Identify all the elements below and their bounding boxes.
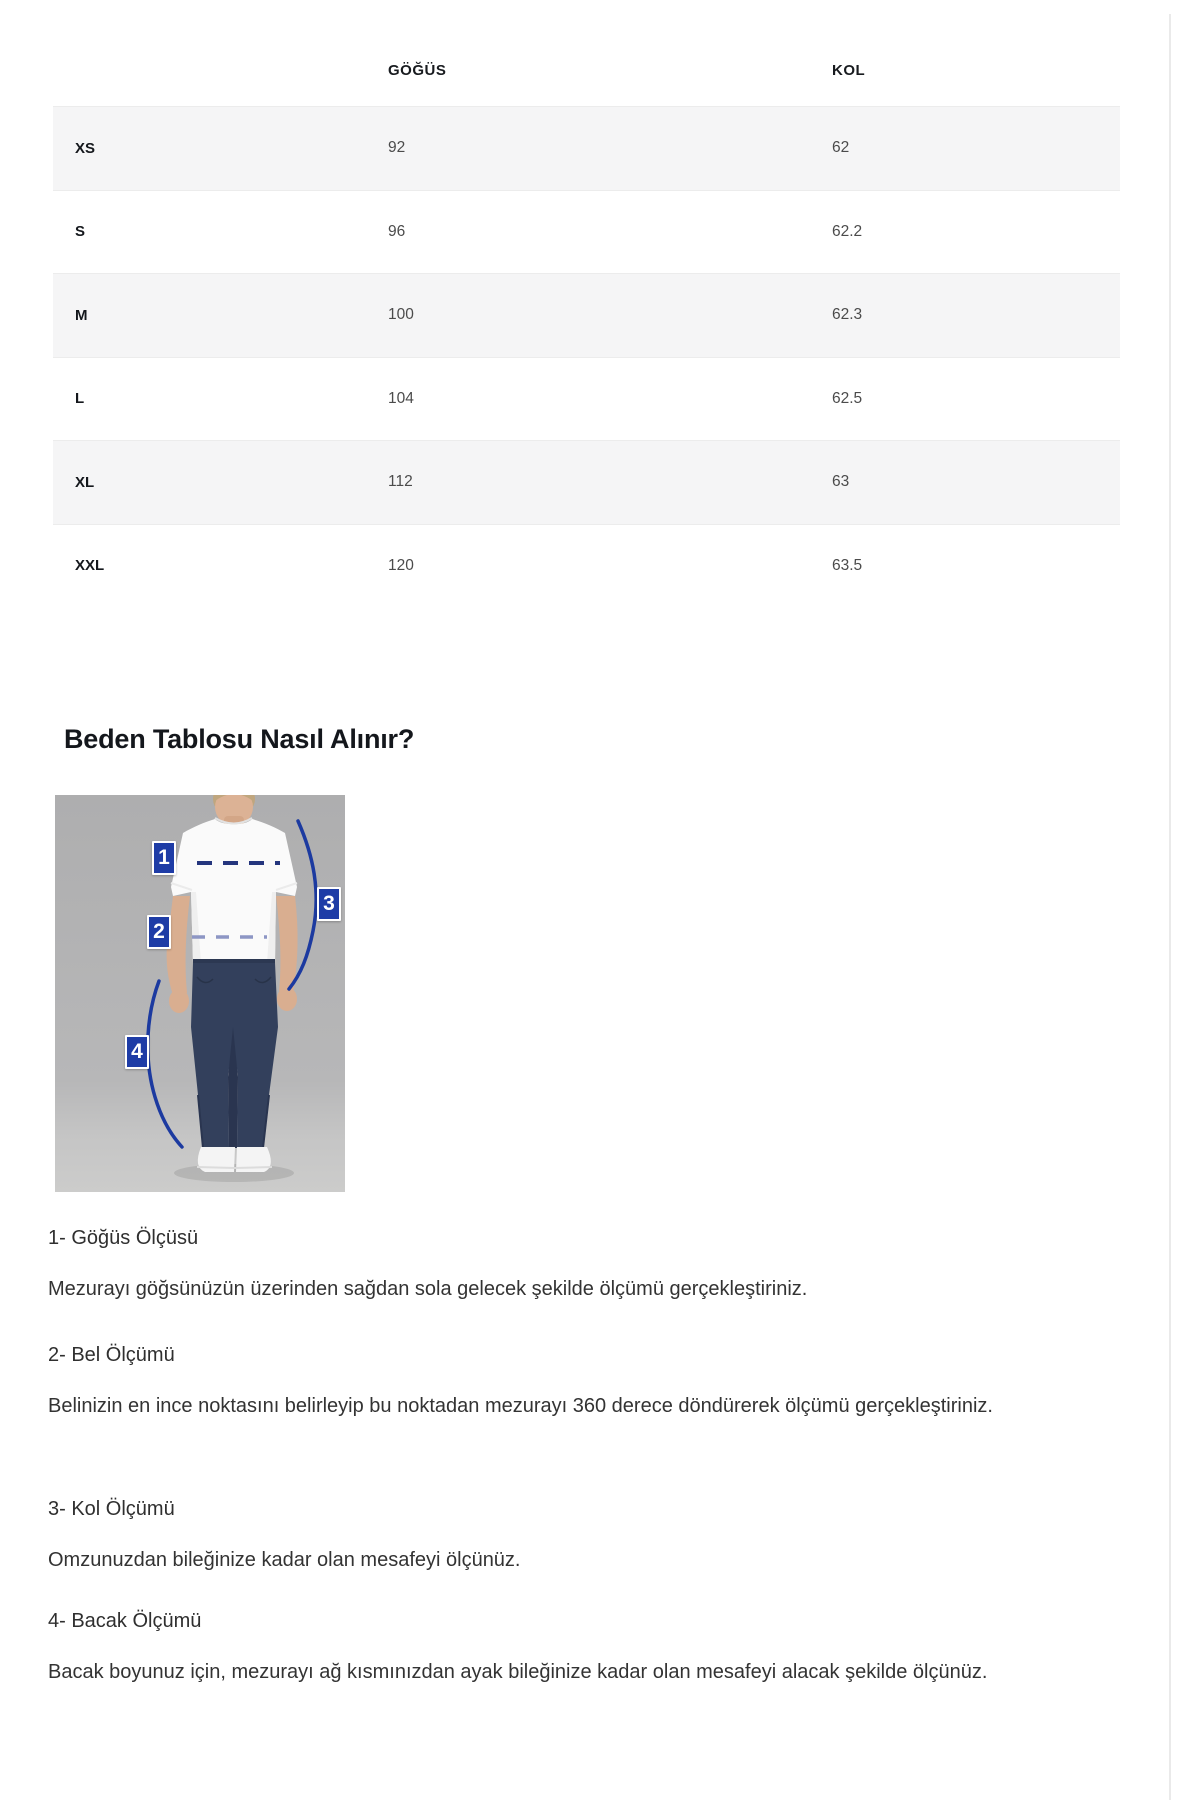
- measurement-figure: [55, 795, 345, 1192]
- arm-value: 63: [832, 473, 850, 491]
- chest-column-header: GÖĞÜS: [388, 62, 447, 79]
- chest-value: 112: [388, 473, 413, 491]
- arm-value: 62.5: [832, 389, 863, 407]
- measure-label-1: 1: [152, 841, 176, 875]
- instruction-heading-waist: 2- Bel Ölçümü: [48, 1344, 175, 1366]
- chest-value: 96: [388, 222, 406, 240]
- instruction-heading-arm: 3- Kol Ölçümü: [48, 1498, 175, 1520]
- chest-value: 100: [388, 306, 414, 324]
- table-row-m: [53, 273, 1120, 358]
- measure-label-3: 3: [317, 887, 341, 921]
- scrollbar-track-line: [1169, 14, 1171, 1800]
- size-label: M: [75, 306, 88, 324]
- size-table-header-row: [53, 35, 1120, 106]
- size-label: L: [75, 390, 85, 408]
- measure-label-4: 4: [125, 1035, 149, 1069]
- measure-label-2: 2: [147, 915, 171, 949]
- section-title: Beden Tablosu Nasıl Alınır?: [64, 724, 415, 754]
- chest-value: 104: [388, 389, 414, 407]
- instruction-heading-leg: 4- Bacak Ölçümü: [48, 1610, 202, 1632]
- arm-value: 62: [832, 139, 850, 157]
- arm-column-header: KOL: [832, 62, 866, 79]
- instruction-body-waist: Belinizin en ince noktasını belirleyip bu noktadan mezurayı 360 derece döndürerek ölçümü gerçekleştiriniz.: [48, 1395, 993, 1417]
- size-table: [53, 35, 1120, 607]
- arm-value: 62.2: [832, 222, 863, 240]
- size-label: S: [75, 223, 86, 241]
- instruction-body-arm: Omzunuzdan bileğinize kadar olan mesafeyi ölçünüz.: [48, 1549, 521, 1571]
- table-row-xxl: [53, 525, 1120, 608]
- arm-value: 62.3: [832, 306, 863, 324]
- table-row-s: [53, 191, 1120, 274]
- instruction-body-chest: Mezurayı göğsünüzün üzerinden sağdan sola gelecek şekilde ölçümü gerçekleştiriniz.: [48, 1278, 808, 1300]
- size-label: XL: [75, 473, 95, 491]
- table-row-l: [53, 358, 1120, 441]
- model-photo-illustration: [55, 795, 345, 1192]
- chest-value: 120: [388, 556, 414, 574]
- size-label: XS: [75, 139, 96, 157]
- table-row-xs: [53, 106, 1120, 191]
- instruction-heading-chest: 1- Göğüs Ölçüsü: [48, 1227, 199, 1249]
- size-label: XXL: [75, 557, 105, 575]
- table-row-xl: [53, 440, 1120, 525]
- instruction-body-leg: Bacak boyunuz için, mezurayı ağ kısmınızdan ayak bileğinize kadar olan mesafeyi alacak şekilde ölçünüz.: [48, 1661, 988, 1683]
- arm-value: 63.5: [832, 556, 863, 574]
- chest-value: 92: [388, 139, 406, 157]
